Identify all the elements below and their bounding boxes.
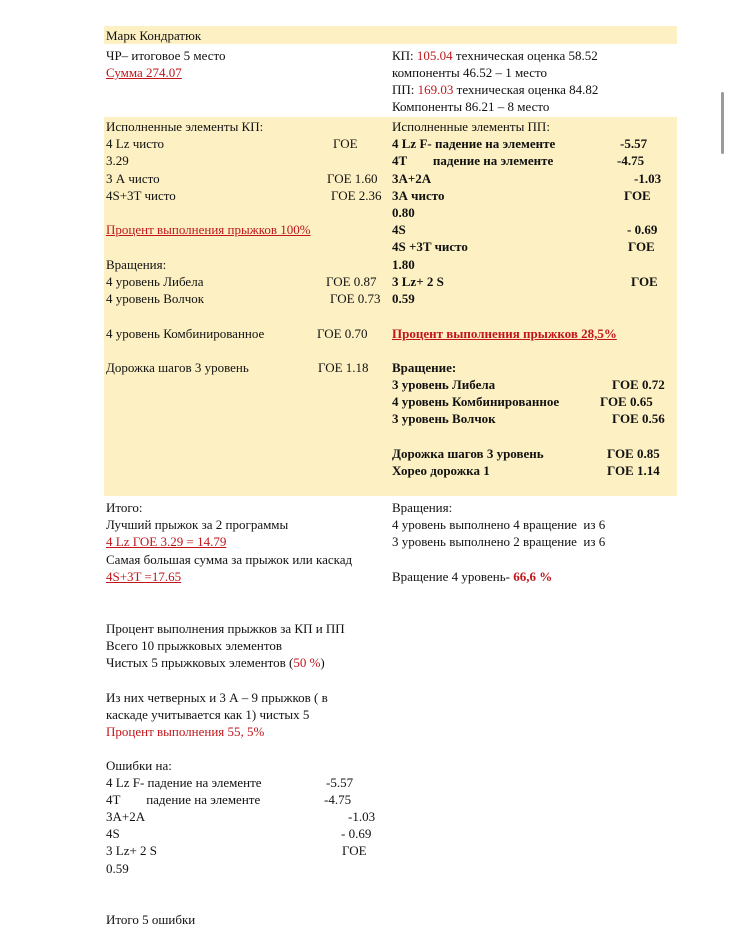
clean-label: Чистых 5 прыжковых элементов ( bbox=[106, 655, 294, 670]
kp-spin-label: 4 уровень Либела bbox=[106, 274, 204, 289]
pp-spin-value: ГОЕ 0.56 bbox=[612, 411, 665, 426]
kp-spins-title: Вращения: bbox=[106, 257, 167, 272]
kp-score-line bbox=[392, 47, 598, 64]
pp-element-value: -1.03 bbox=[634, 171, 662, 186]
pp-choreo-value: ГОЕ 1.14 bbox=[607, 463, 660, 478]
error-value: -4.75 bbox=[324, 792, 352, 807]
pp-spins-title: Вращение: bbox=[392, 360, 457, 375]
pp-element-label: 0.59 bbox=[392, 291, 415, 306]
kp-combo-label: 4 уровень Комбинированное bbox=[106, 326, 265, 341]
pp-element-label: 0.80 bbox=[392, 205, 415, 220]
kp-spin-label: 4 уровень Волчок bbox=[106, 291, 205, 306]
pp-element-value: -5.57 bbox=[620, 136, 648, 151]
scrollbar-thumb[interactable] bbox=[721, 92, 724, 154]
spins-percent-label: Вращение 4 уровень- bbox=[392, 569, 514, 584]
pp-spin-value: ГОЕ 0.65 bbox=[600, 394, 653, 409]
summary-title: Итого: bbox=[106, 500, 143, 515]
error-label: 4S bbox=[106, 826, 120, 841]
pp-element-value: ГОЕ bbox=[628, 239, 655, 254]
pp-choreo-label: Хорео дорожка 1 bbox=[392, 463, 490, 478]
total-sum: Сумма 274.07 bbox=[106, 65, 182, 80]
pp-element-value: - 0.69 bbox=[627, 222, 658, 237]
pp-element-label: 4T падение на элементе bbox=[392, 153, 554, 168]
pp-element-label: 1.80 bbox=[392, 257, 415, 272]
pp-score-line bbox=[392, 81, 598, 98]
pp-tech: техническая оценка 84.82 bbox=[453, 82, 599, 97]
clean-value: 50 % bbox=[293, 655, 321, 670]
kp-jump-percent: Процент выполнения прыжков 100% bbox=[106, 222, 311, 237]
pp-element-label: 4S +3T чисто bbox=[392, 239, 468, 254]
error-value: -5.57 bbox=[326, 775, 354, 790]
pp-spin-label: 4 уровень Комбинированное bbox=[392, 394, 560, 409]
kp-components: компоненты 46.52 – 1 место bbox=[392, 65, 548, 80]
summary-spins-line: 4 уровень выполнено 4 вращение из 6 bbox=[392, 517, 606, 532]
totals-count: Всего 10 прыжковых элементов bbox=[106, 638, 283, 653]
error-label: 3А+2А bbox=[106, 809, 146, 824]
biggest-sum-value: 4S+3T =17.65 bbox=[106, 569, 182, 584]
summary-spins-percent bbox=[392, 568, 552, 585]
clean-suffix: ) bbox=[320, 655, 325, 670]
pp-element-label: 4S bbox=[392, 222, 406, 237]
final-place: ЧР– итоговое 5 место bbox=[106, 48, 226, 63]
pp-jump-percent: Процент выполнения прыжков 28,5% bbox=[392, 326, 617, 341]
error-value: - 0.69 bbox=[341, 826, 372, 841]
errors-total: Итого 5 ошибки bbox=[106, 912, 196, 927]
error-label: 4T падение на элементе bbox=[106, 792, 261, 807]
kp-spin-value: ГОЕ 0.87 bbox=[326, 274, 377, 289]
pp-element-label: 4 Lz F- падение на элементе bbox=[392, 136, 556, 151]
kp-steps-value: ГОЕ 1.18 bbox=[318, 360, 369, 375]
summary-spins-line: 3 уровень выполнено 2 вращение из 6 bbox=[392, 534, 606, 549]
pp-element-value: -4.75 bbox=[617, 153, 645, 168]
error-label: 3 Lz+ 2 S bbox=[106, 843, 158, 858]
kp-element-value: ГОЕ bbox=[333, 136, 358, 151]
kp-prefix: КП: bbox=[392, 48, 417, 63]
kp-tech: техническая оценка 58.52 bbox=[452, 48, 598, 63]
kp-spin-value: ГОЕ 0.73 bbox=[330, 291, 381, 306]
quads-line: каскаде учитывается как 1) чистых 5 bbox=[106, 707, 310, 722]
kp-element-label: 4S+3T чисто bbox=[106, 188, 176, 203]
pp-element-label: 3А+2А bbox=[392, 171, 432, 186]
kp-title: Исполненные элементы КП: bbox=[106, 119, 264, 134]
pp-components: Компоненты 86.21 – 8 место bbox=[392, 99, 550, 114]
kp-element-value: ГОЕ 2.36 bbox=[331, 188, 382, 203]
kp-combo-value: ГОЕ 0.70 bbox=[317, 326, 368, 341]
error-label: 4 Lz F- падение на элементе bbox=[106, 775, 262, 790]
pp-element-label: 3А чисто bbox=[392, 188, 445, 203]
pp-title: Исполненные элементы ПП: bbox=[392, 119, 550, 134]
error-value: -1.03 bbox=[348, 809, 376, 824]
pp-spin-label: 3 уровень Волчок bbox=[392, 411, 496, 426]
pp-prefix: ПП: bbox=[392, 82, 418, 97]
pp-element-value: ГОЕ bbox=[631, 274, 658, 289]
totals-title: Процент выполнения прыжков за КП и ПП bbox=[106, 621, 345, 636]
kp-element-label: 4 Lz чисто bbox=[106, 136, 164, 151]
kp-steps-label: Дорожка шагов 3 уровень bbox=[106, 360, 249, 375]
biggest-sum-label: Самая большая сумма за прыжок или каскад bbox=[106, 552, 353, 567]
best-jump-label: Лучший прыжок за 2 программы bbox=[106, 517, 289, 532]
pp-spin-label: 3 уровень Либела bbox=[392, 377, 496, 392]
quads-percent: Процент выполнения 55, 5% bbox=[106, 724, 265, 739]
summary-spins-title: Вращения: bbox=[392, 500, 453, 515]
kp-element-label: 3.29 bbox=[106, 153, 129, 168]
kp-element-value: ГОЕ 1.60 bbox=[327, 171, 378, 186]
spins-percent-value: 66,6 % bbox=[513, 569, 553, 584]
athlete-name: Марк Кондратюк bbox=[106, 28, 202, 43]
pp-element-value: ГОЕ bbox=[624, 188, 651, 203]
totals-clean bbox=[106, 654, 325, 671]
kp-score: 105.04 bbox=[416, 48, 453, 63]
kp-element-label: 3 А чисто bbox=[106, 171, 160, 186]
pp-spin-value: ГОЕ 0.72 bbox=[612, 377, 665, 392]
best-jump-value: 4 Lz ГОЕ 3.29 = 14.79 bbox=[106, 534, 227, 549]
pp-element-label: 3 Lz+ 2 S bbox=[392, 274, 444, 289]
pp-steps-label: Дорожка шагов 3 уровень bbox=[392, 446, 544, 461]
errors-title: Ошибки на: bbox=[106, 758, 172, 773]
error-label: 0.59 bbox=[106, 861, 129, 876]
quads-line: Из них четверных и 3 А – 9 прыжков ( в bbox=[106, 690, 328, 705]
error-value: ГОЕ bbox=[342, 843, 367, 858]
pp-steps-value: ГОЕ 0.85 bbox=[607, 446, 660, 461]
pp-score: 169.03 bbox=[417, 82, 454, 97]
